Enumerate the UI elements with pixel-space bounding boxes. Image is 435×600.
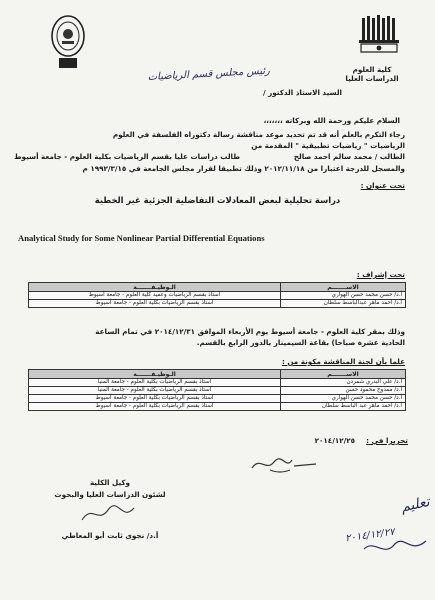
body-line-1: رجاء التكرم بالعلم أنه قد تم تحديد موعد مناقشة رسالة دكتوراه الفلسفة في العلوم [112,130,405,139]
university-seal-icon [50,14,86,74]
table-row [29,292,406,300]
signature-icon [250,452,320,476]
handwritten-scribble-icon [360,535,430,559]
handwritten-date: ٢٠١٤/١٢/٢٧ [344,526,396,545]
salutation-title: السيد الاستاذ الدكتور / [263,88,342,97]
member-name: أ.د/ احمد ماهر عبد الباسط سلطان [281,403,406,411]
faculty-logo-icon [356,14,404,64]
member-job: استاذ بقسم الرياضيات بكلية العلوم - جامعة المنيا [29,379,281,387]
table-header-row [29,370,406,379]
signer-signature-icon [78,502,138,526]
signer-name: أ.د/ نجوى ثابت أبو المعاطي [61,531,159,540]
member-name: أ.د/ حسن محمد حسن الهواري [281,395,406,403]
col-header-job: الـوظيـفـــــــة [29,370,281,379]
written-date: ٢٠١٤/١٢/٢٥ [314,436,355,445]
table-row [29,403,406,411]
member-job: استاذ بقسم الرياضيات بكلية العلوم - جامعة أسيوط [29,395,281,403]
registration-line: والمسجل للدرجة اعتبارا من ٢٠١٢/١١/١٨ وذلك تطبيقا لقرار مجلس الجامعة في ١٩٩٢/٣/١٥ م [82,164,405,173]
signer-title: وكيل الكلية [89,478,131,487]
col-header-job: الـوظيـفـــــــة [29,283,281,292]
body-line-2: الرياضيات " رياضيات تطبيقية " المقدمة من [251,141,405,150]
member-job: استاذ بقسم الرياضيات بكلية العلوم - جامعة أسيوط [29,403,281,411]
student-affiliation: طالب دراسات عليا بقسم الرياضيات بكلية العلوم - جامعة أسيوط [14,152,240,161]
supervision-table [28,282,406,308]
title-label: تحت عنوان : [360,181,405,190]
supervision-label: تحت إشراف : [356,270,405,279]
student-name: الطالب / محمد سالم احمد صالح [293,152,405,161]
member-job: استاذ بقسم الرياضيات بكلية العلوم - جامعة المنيا [29,387,281,395]
col-header-name: الاســـــــم [281,283,406,292]
handwritten-note: تعليم [399,493,432,516]
member-name: أ.د/ علي البدري شمردن [281,379,406,387]
supervisor-name: أ.د/ احمد ماهر عبدالباسط سلطان [281,300,406,308]
thesis-title-arabic: دراسة تحليلية لبعض المعادلات التفاضلية الجزئية غير الخطية [94,195,341,205]
department-name: الدراسات العليا [345,74,399,83]
col-header-name: الاســـــــم [281,370,406,379]
table-row [29,300,406,308]
supervisor-job: استاذ بقسم الرياضيات وعميد كلية العلوم - جامعة أسيوط [29,292,281,300]
table-row [29,387,406,395]
thesis-title-english: Analytical Study for Some Nonlinear Partial Differential Equations [18,233,265,243]
supervisor-name: أ.د/ حسن محمد حسن الهواري [281,292,406,300]
handwritten-addressee: رئيس مجلس قسم الرياضيات [147,65,271,83]
table-row [29,379,406,387]
greeting: السلام عليكم ورحمة الله وبركاته ،،،،،،، [263,116,400,125]
table-row [29,395,406,403]
faculty-name: كلية العلوم [352,65,392,74]
table-header-row [29,283,406,292]
committee-label: علما بأن لجنة المناقشة مكونة من : [281,357,405,366]
written-label: تحريرا في : [366,436,408,445]
signer-office: لشئون الدراسات العليا والبحوث [54,490,166,499]
venue-line-2: الحادية عشرة صباحا) بقاعة السيمينار بالدور الرابع بالقسم. [196,338,405,347]
committee-table [28,369,406,411]
supervisor-job: استاذ بقسم الرياضيات بكلية العلوم - جامعة أسيوط [29,300,281,308]
member-name: أ.د/ ممدوح محمود حسن [281,387,406,395]
venue-line-1: وذلك بمقر كلية العلوم - جامعة أسيوط يوم الأربعاء الموافق ٢٠١٤/١٢/٣١ في تمام الساعة [95,327,405,336]
